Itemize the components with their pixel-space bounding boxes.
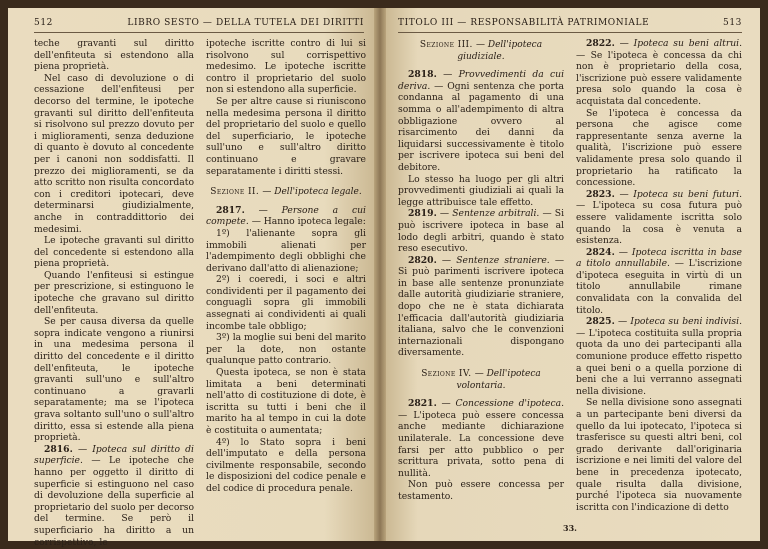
paragraph: Se per causa diversa da quelle sopra indicate vengono a riunirsi in una medesima persona il diritto del concedente e il diritto dell'enfiteuta, le ipoteche gravanti sull'uno e sull'altro continuano a gravarli separatamente; ma se l'ipoteca grava soltanto sull'uno o sull'altro diritto, essa si estende alla piena proprietà. <box>34 316 194 444</box>
article-2817 <box>206 205 366 228</box>
left-column-2 <box>206 38 366 528</box>
list-item: 4º) lo Stato sopra i beni dell'imputato e della persona civilmente responsabile, secondo le disposizioni del codice penale e del codice di procedura penale. <box>206 436 366 494</box>
right-header-rule <box>398 32 742 33</box>
article-2819 <box>398 208 564 254</box>
article-2824 <box>576 247 742 317</box>
paragraph: Lo stesso ha luogo per gli altri provvedimenti giudiziali ai quali la legge attribuisce tale effetto. <box>398 173 564 208</box>
section-title: — Dell'ipoteca giudiziale. <box>457 40 543 62</box>
article-text: — Si può iscrivere ipoteca in base al lodo degli arbitri, quando è stato reso esecutivo. <box>398 208 565 255</box>
left-page-number: 512 <box>34 18 53 28</box>
article-number: 2816. <box>44 443 73 455</box>
article-text: — Hanno ipoteca legale: <box>251 216 366 228</box>
article-2818 <box>398 69 564 173</box>
right-column-1 <box>398 38 564 528</box>
section-title: — Dell'ipoteca legale. <box>262 187 362 198</box>
article-title: — Provvedimenti da cui deriva. <box>398 69 565 92</box>
article-number: 2822. <box>586 38 615 49</box>
article-text: — L'ipoteca costituita sulla propria quota da uno dei partecipanti alla comunione produce effetto rispetto a quei beni o a quella porzione di beni che a lui verranno assegnati nella divisione. <box>576 327 742 397</box>
article-number: 2825. <box>586 316 615 328</box>
paragraph: Questa ipoteca, se non è stata limitata a beni determinati nell'atto di costituzione di dote, è iscritta su tutti i beni che il marito ha al tempo in cui la dote è costituita o aumentata; <box>206 367 366 436</box>
left-page <box>8 8 380 548</box>
article-text: — L'ipoteca può essere concessa anche mediante dichiarazione unilaterale. La concessione deve farsi per atto pubblico o per scrittura privata, sotto pena di nullità. <box>398 409 564 479</box>
left-page-header <box>34 18 364 28</box>
article-number: 2819. <box>408 208 437 220</box>
section-heading <box>398 40 564 63</box>
list-item: 3º) la moglie sui beni del marito per la dote, non ostante qualunque patto contrario. <box>206 332 366 367</box>
section-label: Sezione III. <box>419 40 473 50</box>
right-page-header <box>398 18 742 28</box>
article-2820 <box>398 255 564 359</box>
paragraph: Non può essere concessa per testamento. <box>398 479 564 502</box>
left-columns <box>34 38 366 548</box>
section-heading <box>206 187 366 199</box>
article-title: — Sentenze arbitrali. <box>439 208 540 220</box>
left-header-rule <box>34 32 364 33</box>
left-column-1 <box>34 38 194 548</box>
right-running-head: TITOLO III — RESPONSABILITÀ PATRIMONIALE <box>398 18 650 28</box>
article-title: — Ipoteca iscritta in base a titolo annullabile. <box>576 246 742 270</box>
paragraph: Se per altre cause si riuniscono nella medesima persona il diritto del proprietario del suolo e quello del superficiario, le ipoteche sull'uno e sull'altro diritto continuano e gravare separatamente i diritti stessi. <box>206 95 366 177</box>
article-number: 2823. <box>586 188 615 200</box>
article-title: — Ipoteca sul diritto di superficie. <box>34 443 194 467</box>
paragraph: Nel caso di devoluzione o di cessazione dell'enfiteusi per decorso del termine, le ipoteche gravanti sul diritto dell'enfiteuta si risolvono sul prezzo dovuto per i miglioramenti, senza deduzione di quanto è dovuto al concedente per i canoni non soddisfatti. Il prezzo dei miglioramenti, se da atto scritto non risulta concordato con i creditori ipotecari, deve determinarsi giudizialmente, anche in contraddittorio dei medesimi. <box>34 72 194 235</box>
article-title: — Ipoteca su beni altrui. <box>619 38 743 49</box>
article-2823 <box>576 189 742 247</box>
article-number: 2817. <box>216 204 245 216</box>
article-text: — Si può parimenti iscrivere ipoteca in base alle sentenze pronunziate dalle autorità giudiziarie straniere, dopo che ne è stata dichiarata l'efficacia dall'autorità giudiziaria italiana, salvo che le convenzioni internazionali dispongano diversamente. <box>398 254 564 359</box>
section-title: — Dell'ipoteca volontaria. <box>456 369 541 391</box>
article-text: — Ogni sentenza che porta condanna al pagamento di una somma o all'adempimento di altra obbligazione ovvero al risarcimento dei danni da liquidarsi successivamente è titolo per iscrivere ipoteca sui beni del debitore. <box>398 80 565 173</box>
section-label: Sezione II. <box>210 187 260 198</box>
right-page-number: 513 <box>723 18 742 28</box>
book-gutter <box>374 8 386 541</box>
article-number: 2820. <box>408 254 437 266</box>
article-title: — Sentenze straniere. <box>441 254 550 266</box>
paragraph: ipoteche iscritte contro di lui si risolvono sul corrispettivo medesimo. Le ipoteche iscritte contro il proprietario del suolo non si estendono alla superficie. <box>206 38 366 96</box>
article-text: — L'iscrizione d'ipoteca eseguita in virtù di un titolo annullabile rimane convalidata con la convalida del titolo. <box>576 258 743 316</box>
book-spread <box>8 8 760 548</box>
section-heading <box>398 369 564 392</box>
article-number: 2818. <box>408 69 437 81</box>
article-number: 2824. <box>586 246 615 258</box>
signature-mark: 33. <box>563 523 577 533</box>
paragraph: Quando l'enfiteusi si estingue per prescrizione, si estinguono le ipoteche che gravano sul diritto dell'enfiteuta. <box>34 269 194 316</box>
paragraph: teche gravanti sul diritto dell'enfiteuta si estendono alla piena proprietà. <box>34 38 194 73</box>
article-title: — Ipoteca su beni indivisi. <box>618 316 742 328</box>
section-label: Sezione IV. <box>421 369 472 380</box>
article-number: 2821. <box>408 398 437 410</box>
right-column-2 <box>576 38 742 528</box>
article-text: — Se l'ipoteca è concessa da chi non è proprietario della cosa, l'iscrizione può essere validamente presa solo quando la cosa è acquistata dal concedente. <box>576 49 742 107</box>
article-title: — Concessione d'ipoteca. <box>441 398 564 410</box>
article-2825 <box>576 316 742 397</box>
article-text: — Le ipoteche che hanno per oggetto il diritto di superficie si estinguono nel caso di devoluzione della superficie al proprietario del suolo per decorso del termine. Se però il superficiario ha diritto a un corrispettivo, le <box>34 455 194 548</box>
article-title: — Persone a cui compete. <box>206 204 366 228</box>
paragraph: Se l'ipoteca è concessa da persona che agisce come rappresentante senza averne la qualità, l'iscrizione può essere validamente presa solo quando il proprietario ha ratificato la concessione. <box>576 107 742 189</box>
article-text: — L'ipoteca su cosa futura può essere validamente iscritta solo quando la cosa è venuta a esistenza. <box>576 200 742 247</box>
article-title: — Ipoteca su beni futuri. <box>619 188 742 200</box>
article-2822 <box>576 38 742 108</box>
right-page <box>380 8 760 541</box>
paragraph: Le ipoteche gravanti sul diritto del concedente si estendono alla piena proprietà. <box>34 235 194 270</box>
article-2816 <box>34 444 194 548</box>
right-columns <box>398 38 742 528</box>
article-2821 <box>398 398 564 479</box>
list-item: 1º) l'alienante sopra gli immobili alienati per l'adempimento degli obblighi che derivano dall'atto di alienazione; <box>206 227 366 274</box>
list-item: 2º) i coeredi, i soci e altri condividenti per il pagamento dei conguagli sopra gli immobili assegnati ai condividenti ai quali incombe tale obbligo; <box>206 274 366 332</box>
paragraph: Se nella divisione sono assegnati a un partecipante beni diversi da quello da lui ipotecato, l'ipoteca si trasferisce su questi altri beni, col grado derivante dall'originaria iscrizione e nei limiti del valore del bene in precedenza ipotecato, quale risulta dalla divisione, purché l'ipoteca sia nuovamente iscritta con l'indicazione di detto <box>576 397 742 513</box>
left-running-head: LIBRO SESTO — DELLA TUTELA DEI DIRITTI <box>127 18 364 28</box>
